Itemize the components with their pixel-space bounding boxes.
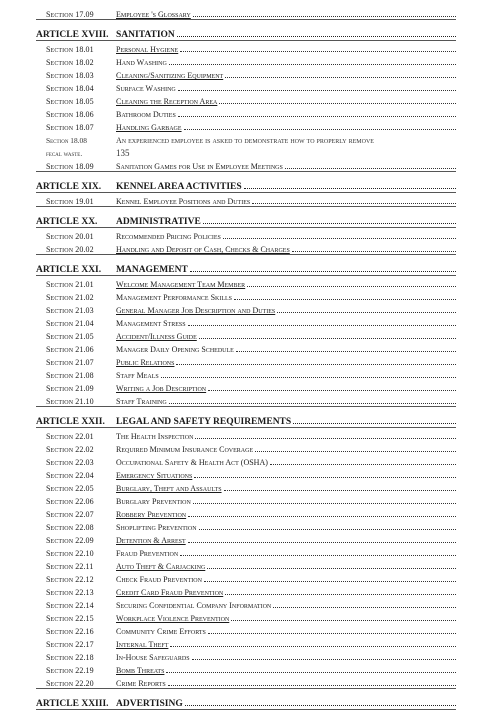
section-number: Section 22.02 — [46, 445, 94, 454]
section-title-link[interactable]: Detention & Arrest — [116, 536, 186, 545]
dot-leader — [195, 438, 456, 439]
section-title-link[interactable]: Securing Confidential Company Information — [116, 601, 272, 610]
section-title-link[interactable]: Crime Reports — [116, 679, 166, 688]
dot-leader — [199, 338, 456, 339]
dot-leader — [236, 351, 456, 352]
toc-section-row[interactable] — [36, 67, 456, 80]
section-number: Section 22.03 — [46, 458, 94, 467]
dot-leader — [193, 16, 456, 17]
section-title-link[interactable]: Burglary, Theft and Assaults — [116, 484, 222, 493]
section-number: Section 18.08 — [46, 136, 87, 145]
dot-leader — [192, 659, 456, 660]
section-number: Section 21.08 — [46, 371, 94, 380]
section-title-link[interactable]: Auto Theft & Carjacking — [116, 562, 206, 571]
section-title-link[interactable]: Welcome Management Team Member — [116, 280, 246, 289]
article-title[interactable]: LEGAL AND SAFETY REQUIREMENTS — [116, 417, 292, 427]
section-number: Section 21.05 — [46, 332, 94, 341]
dot-leader — [224, 490, 456, 491]
toc-section-row[interactable] — [36, 302, 456, 315]
dot-leader — [292, 251, 456, 252]
article-title[interactable]: KENNEL AREA ACTIVITIES — [116, 182, 242, 192]
section-title-link[interactable]: Community Crime Efforts — [116, 627, 206, 636]
dot-leader — [207, 568, 456, 569]
dot-leader — [180, 555, 456, 556]
dot-leader — [225, 77, 456, 78]
toc-section-row[interactable] — [36, 228, 456, 241]
section-number: Section 22.15 — [46, 614, 94, 623]
toc-section-row[interactable] — [36, 493, 456, 506]
dot-leader — [176, 364, 456, 365]
section-title-link[interactable]: General Manager Job Description and Duties — [116, 306, 276, 315]
article-title[interactable]: MANAGEMENT — [116, 265, 188, 275]
section-number: Section 22.06 — [46, 497, 94, 506]
dot-leader — [168, 685, 456, 686]
section-title-link[interactable]: Internal Theft — [116, 640, 169, 649]
dot-leader — [199, 529, 456, 530]
section-title-link[interactable]: Workplace Violence Prevention — [116, 614, 230, 623]
toc-section-row[interactable] — [36, 532, 456, 545]
toc-section-row[interactable] — [36, 80, 456, 93]
article-number: ARTICLE XXIII. — [36, 699, 109, 709]
article-title[interactable]: SANITATION — [116, 30, 175, 40]
dot-leader — [170, 646, 456, 647]
section-number: Section 22.12 — [46, 575, 94, 584]
toc-section-row[interactable] — [36, 519, 456, 532]
dot-leader — [169, 403, 456, 404]
section-number: Section 22.08 — [46, 523, 94, 532]
section-number: Section 22.09 — [46, 536, 94, 545]
section-title-link[interactable]: 135 — [116, 148, 130, 158]
section-number: Section 18.06 — [46, 110, 94, 119]
dot-leader — [208, 390, 456, 391]
toc-section-row[interactable] — [36, 584, 456, 597]
toc-section-row[interactable] — [36, 506, 456, 519]
section-number: Section 22.07 — [46, 510, 94, 519]
toc-section-row[interactable] — [36, 454, 456, 467]
section-title-link[interactable]: Credit Card Fraud Prevention — [116, 588, 224, 597]
section-number: Section 19.01 — [46, 197, 94, 206]
section-title-link[interactable]: Required Minimum Insurance Coverage — [116, 445, 254, 454]
dot-leader — [208, 633, 456, 634]
toc-section-row[interactable] — [36, 367, 456, 380]
section-number: Section 21.09 — [46, 384, 94, 393]
dot-leader — [255, 451, 456, 452]
section-title-link[interactable]: An experienced employee is asked to demonstrate how to properly remove — [116, 136, 374, 145]
section-title-link[interactable]: The Health Inspection — [116, 432, 194, 441]
toc-section-row[interactable] — [36, 341, 456, 354]
section-title-link[interactable]: In-House Safeguards — [116, 653, 190, 662]
section-number: Section 22.18 — [46, 653, 94, 662]
section-number: Section 21.01 — [46, 280, 94, 289]
section-number: Section 18.09 — [46, 162, 94, 171]
toc-section-row[interactable] — [36, 636, 456, 649]
section-title-link[interactable]: Handling Garbage — [116, 123, 182, 132]
section-title-link[interactable]: Accident/Illness Guide — [116, 332, 197, 341]
section-title-link[interactable]: Management Stress — [116, 319, 186, 328]
toc-section-row[interactable] — [36, 328, 456, 341]
toc-section-row[interactable] — [36, 597, 456, 610]
toc-section-row[interactable] — [36, 428, 456, 441]
toc-section-row[interactable] — [36, 93, 456, 106]
section-number: fecal waste. — [46, 149, 83, 158]
section-number: Section 18.05 — [46, 97, 94, 106]
toc-section-row[interactable] — [36, 158, 456, 171]
dot-leader — [180, 51, 456, 52]
section-title-link[interactable]: Burglary Prevention — [116, 497, 191, 506]
toc-section-row[interactable] — [36, 610, 456, 623]
dot-leader — [293, 423, 456, 424]
section-title-link[interactable]: Kennel Employee Positions and Duties — [116, 197, 251, 206]
toc-section-row[interactable] — [36, 467, 456, 480]
toc-section-row[interactable] — [36, 441, 456, 454]
dot-leader — [225, 594, 456, 595]
section-title-link[interactable]: Cleaning the Reception Area — [116, 97, 218, 106]
toc-section-row[interactable] — [36, 480, 456, 493]
dot-leader — [188, 542, 456, 543]
article-number: ARTICLE XXII. — [36, 417, 105, 427]
dot-leader — [234, 299, 456, 300]
toc-article-row[interactable] — [36, 407, 456, 427]
section-number: Section 22.05 — [46, 484, 94, 493]
section-title-link[interactable]: Writing a Job Description — [116, 384, 207, 393]
section-number: Section 22.10 — [46, 549, 94, 558]
toc-section-row[interactable] — [36, 289, 456, 302]
toc-article-row[interactable] — [36, 207, 456, 227]
toc-section-row[interactable] — [36, 571, 456, 584]
toc-section-row[interactable] — [36, 193, 456, 206]
article-number: ARTICLE XX. — [36, 217, 98, 227]
section-number: Section 21.04 — [46, 319, 94, 328]
toc-section-row[interactable] — [36, 545, 456, 558]
section-title-link[interactable]: Shoplifting Prevention — [116, 523, 197, 532]
section-title-link[interactable]: Emergency Situations — [116, 471, 193, 480]
section-number: Section 22.11 — [46, 562, 94, 571]
dot-leader — [219, 103, 456, 104]
toc-article-row[interactable] — [36, 255, 456, 275]
toc-section-row[interactable] — [36, 649, 456, 662]
toc-section-row[interactable] — [36, 132, 456, 145]
dot-leader — [252, 203, 456, 204]
section-title-link[interactable]: Staff Meals — [116, 371, 159, 380]
dot-leader — [169, 64, 456, 65]
toc-article-row[interactable] — [36, 172, 456, 192]
toc-section-row[interactable] — [36, 675, 456, 688]
toc-section-row[interactable] — [36, 276, 456, 289]
section-number: Section 18.02 — [46, 58, 94, 67]
section-title-link[interactable]: Fraud Prevention — [116, 549, 179, 558]
section-title-link[interactable]: Check Fraud Prevention — [116, 575, 202, 584]
section-title-link[interactable]: Management Performance Skills — [116, 293, 233, 302]
toc-list — [36, 6, 456, 710]
section-number: Section 18.01 — [46, 45, 94, 54]
toc-section-row[interactable] — [36, 558, 456, 571]
dot-leader — [285, 168, 456, 169]
dot-leader — [185, 705, 456, 706]
section-number: Section 22.20 — [46, 679, 94, 688]
dot-leader — [270, 464, 456, 465]
section-number: Section 22.14 — [46, 601, 94, 610]
dot-leader — [190, 271, 456, 272]
dot-leader — [273, 607, 456, 608]
toc-section-row[interactable] — [36, 662, 456, 675]
section-title-link[interactable]: Bathroom Duties — [116, 110, 176, 119]
toc-section-row[interactable] — [36, 119, 456, 132]
toc-section-row[interactable] — [36, 41, 456, 54]
dot-leader — [166, 672, 456, 673]
section-number: Section 21.06 — [46, 345, 94, 354]
section-title-link[interactable]: Employee 's Glossary — [116, 10, 191, 19]
dot-leader — [244, 188, 456, 189]
dot-leader — [178, 116, 456, 117]
section-title-link[interactable]: Manager Daily Opening Schedule — [116, 345, 234, 354]
section-number: Section 22.04 — [46, 471, 94, 480]
article-title[interactable]: ADVERTISING — [116, 699, 183, 709]
toc-section-row[interactable] — [36, 106, 456, 119]
dot-leader — [188, 516, 456, 517]
toc-section-row[interactable] — [36, 6, 456, 19]
toc-section-row[interactable] — [36, 145, 456, 158]
toc-article-row[interactable] — [36, 20, 456, 40]
section-number: Section 21.07 — [46, 358, 94, 367]
section-number: Section 22.13 — [46, 588, 94, 597]
toc-section-row[interactable] — [36, 241, 456, 254]
article-title[interactable]: ADMINISTRATIVE — [116, 217, 201, 227]
section-number: Section 21.03 — [46, 306, 94, 315]
section-number: Section 18.04 — [46, 84, 94, 93]
section-number: Section 22.01 — [46, 432, 94, 441]
article-number: ARTICLE XXI. — [36, 265, 102, 275]
dot-leader — [194, 477, 456, 478]
toc-section-row[interactable] — [36, 623, 456, 636]
dot-leader — [188, 325, 456, 326]
section-number: Section 20.01 — [46, 232, 94, 241]
section-title-link[interactable]: Handling and Deposit of Cash, Checks & Charges — [116, 245, 290, 254]
toc-section-row[interactable] — [36, 354, 456, 367]
section-title-link[interactable]: Hand Washing — [116, 58, 167, 67]
dot-leader — [277, 312, 456, 313]
toc-section-row[interactable] — [36, 54, 456, 67]
section-title-link[interactable]: Bomb Threats — [116, 666, 165, 675]
section-number: Section 22.17 — [46, 640, 94, 649]
section-title-link[interactable]: Staff Training — [116, 397, 167, 406]
section-number: Section 17.09 — [46, 10, 94, 19]
section-title-link[interactable]: Surface Washing — [116, 84, 176, 93]
section-title-link[interactable]: Sanitation Games for Use in Employee Meetings — [116, 162, 283, 171]
article-number: ARTICLE XVIII. — [36, 30, 109, 40]
dot-leader — [203, 223, 456, 224]
article-number: ARTICLE XIX. — [36, 182, 102, 192]
dot-leader — [184, 129, 456, 130]
section-title-link[interactable]: Cleaning/Sanitizing Equipment — [116, 71, 224, 80]
dot-leader — [223, 238, 456, 239]
section-title-link[interactable]: Public Relations — [116, 358, 175, 367]
toc-section-row[interactable] — [36, 380, 456, 393]
section-number: Section 22.19 — [46, 666, 94, 675]
section-number: Section 21.10 — [46, 397, 94, 406]
toc-section-row[interactable] — [36, 315, 456, 328]
dot-leader — [178, 90, 456, 91]
toc-article-row[interactable] — [36, 689, 456, 709]
section-number: Section 20.02 — [46, 245, 94, 254]
dot-leader — [247, 286, 456, 287]
section-number: Section 21.02 — [46, 293, 94, 302]
dot-leader — [177, 36, 456, 37]
section-number: Section 18.07 — [46, 123, 94, 132]
section-number: Section 18.03 — [46, 71, 94, 80]
section-title-link[interactable]: Recommended Pricing Policies — [116, 232, 221, 241]
dot-leader — [231, 620, 456, 621]
dot-leader — [204, 581, 456, 582]
toc-section-row[interactable] — [36, 393, 456, 406]
dot-leader — [161, 377, 456, 378]
section-number: Section 22.16 — [46, 627, 94, 636]
section-title-link[interactable]: Occupational Safety & Health Act (OSHA) — [116, 458, 268, 467]
dot-leader — [193, 503, 456, 504]
section-title-link[interactable]: Personal Hygiene — [116, 45, 179, 54]
section-title-link[interactable]: Robbery Prevention — [116, 510, 187, 519]
